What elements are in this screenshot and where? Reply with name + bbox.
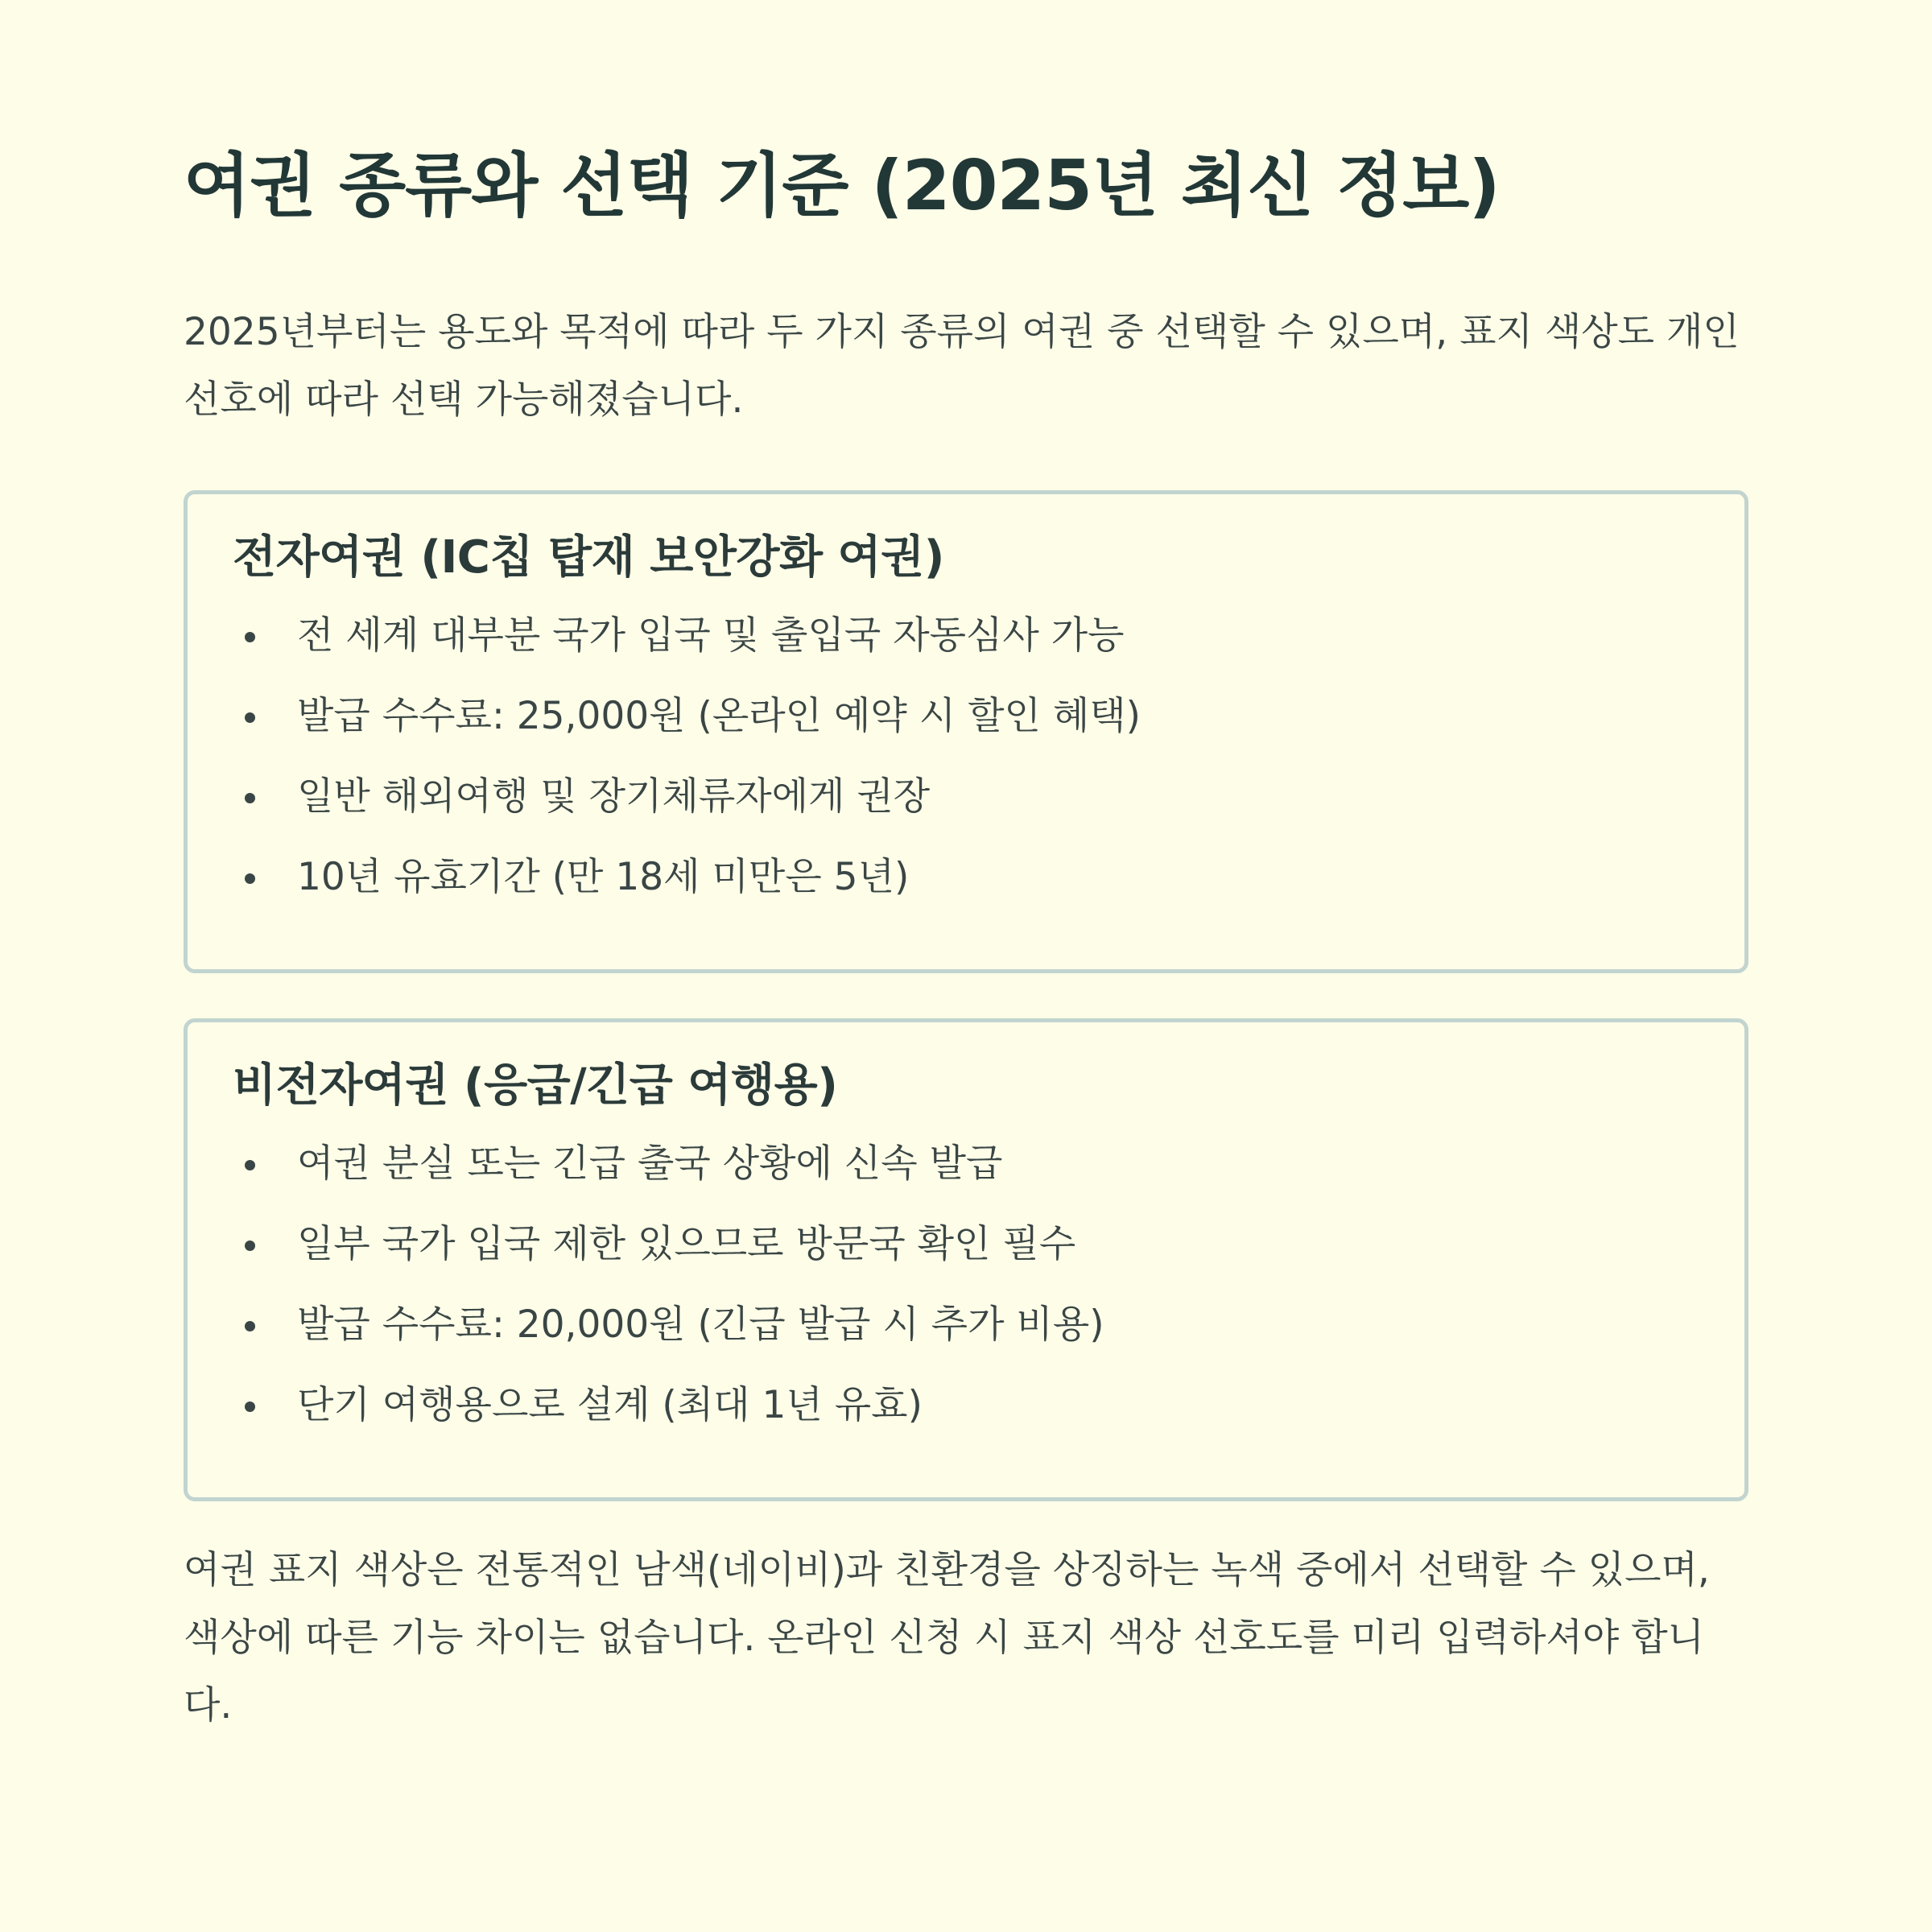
bullet-icon: [245, 712, 255, 723]
list-item-text: 발급 수수료: 25,000원 (온라인 예약 시 할인 혜택): [297, 694, 1141, 739]
list-item-text: 전 세계 대부분 국가 입국 및 출입국 자동심사 가능: [297, 613, 1125, 658]
list-item: [233, 837, 1699, 918]
list-item: [233, 1124, 1699, 1204]
list-item-text: 10년 유효기간 (만 18세 미만은 5년): [297, 855, 910, 900]
card-non-electronic-passport: [184, 1018, 1748, 1501]
list-item-text: 발급 수수료: 20,000원 (긴급 발급 시 추가 비용): [297, 1302, 1104, 1348]
feature-list: [233, 596, 1699, 918]
feature-list: [233, 1124, 1699, 1446]
intro-paragraph: 2025년부터는 용도와 목적에 따라 두 가지 종류의 여권 중 선택할 수 있으며, 표지 색상도 개인 선호에 따라 선택 가능해졌습니다.: [184, 310, 1740, 423]
list-item: [233, 1365, 1699, 1446]
list-item: [233, 1285, 1699, 1365]
bullet-icon: [245, 793, 255, 803]
list-item: [233, 1204, 1699, 1285]
bullet-icon: [245, 1321, 255, 1331]
list-item-text: 일반 해외여행 및 장기체류자에게 권장: [297, 774, 931, 819]
list-item-text: 여권 분실 또는 긴급 출국 상황에 신속 발급: [297, 1141, 1003, 1187]
bullet-icon: [245, 632, 255, 642]
list-item-text: 일부 국가 입국 제한 있으므로 방문국 확인 필수: [297, 1222, 1076, 1267]
list-item-text: 단기 여행용으로 설계 (최대 1년 유효): [297, 1383, 923, 1428]
card-title: 비전자여권 (응급/긴급 여행용): [233, 1059, 838, 1113]
card-title: 전자여권 (IC칩 탑재 보안강화 여권): [233, 531, 944, 584]
bullet-icon: [245, 1160, 255, 1170]
bullet-icon: [245, 873, 255, 884]
card-electronic-passport: [184, 490, 1748, 973]
bullet-icon: [245, 1402, 255, 1412]
list-item: [233, 757, 1699, 837]
bullet-icon: [245, 1241, 255, 1251]
page-title: 여권 종류와 선택 기준 (2025년 최신 정보): [184, 146, 1500, 226]
document: [184, 145, 1748, 1740]
list-item: [233, 676, 1699, 757]
outro-paragraph: 여권 표지 색상은 전통적인 남색(네이비)과 친환경을 상징하는 녹색 중에서 선택할 수 있으며, 색상에 따른 기능 차이는 없습니다. 온라인 신청 시 표지 색상 선호도를 미리 입력하셔야 합니다.: [184, 1548, 1710, 1728]
list-item: [233, 596, 1699, 676]
